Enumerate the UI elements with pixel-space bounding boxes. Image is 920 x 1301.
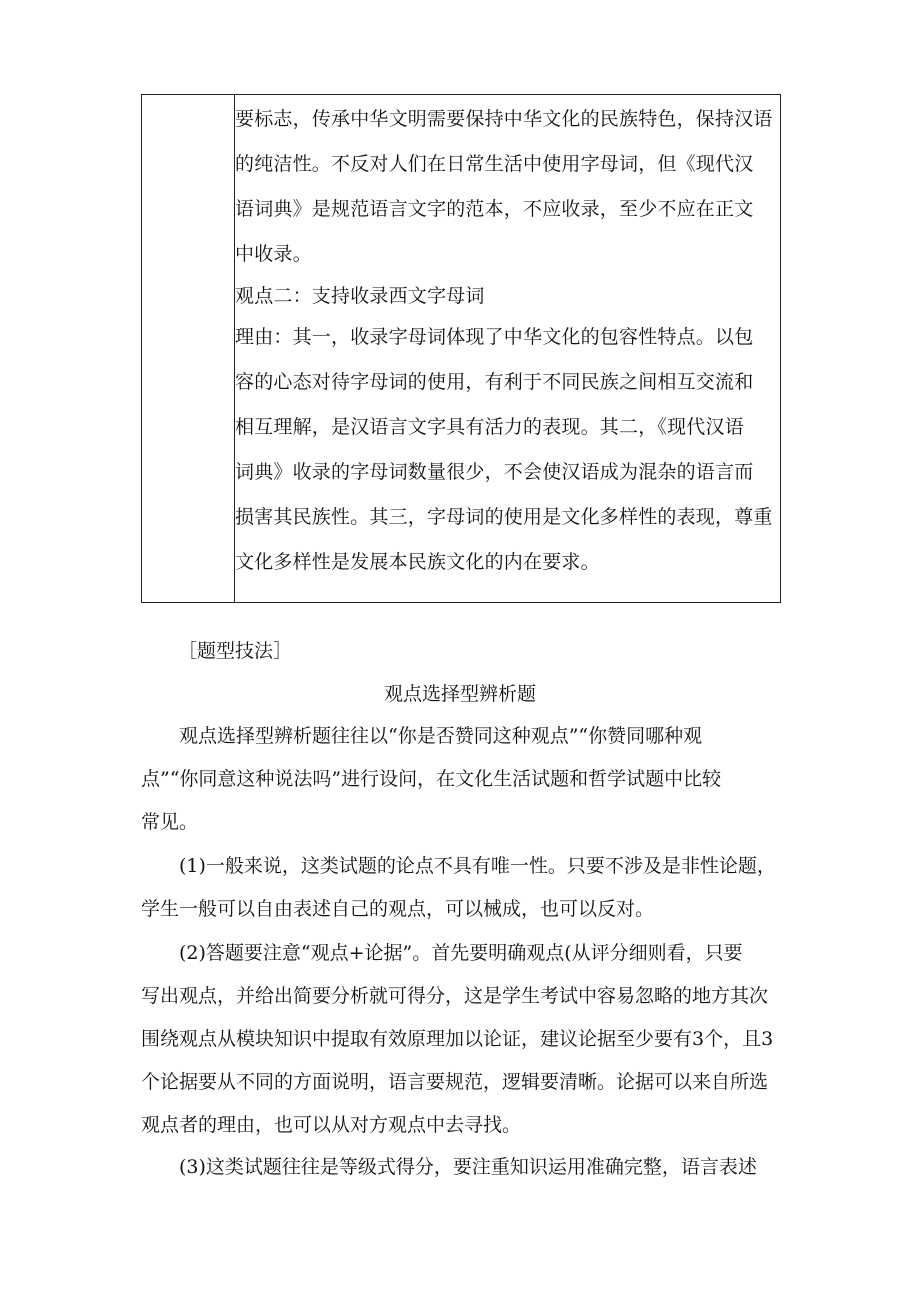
paragraph-line: 常见。 (141, 811, 199, 833)
paragraph-line: 观点选择型辨析题往往以“你是否赞同这种观点”“你赞同哪种观 (179, 725, 703, 747)
paragraph-line: 围绕观点从模块知识中提取有效原理加以论证，建议论据至少要有3个，且3 (141, 1028, 774, 1050)
table-text-line: 中收录。 (235, 243, 312, 265)
content-table (141, 94, 781, 603)
point-three-paragraph (141, 1146, 791, 1189)
point-two-paragraph (141, 932, 791, 1147)
paragraph-line: (3)这类试题往往是等级式得分，要注重知识运用准确完整，语言表述 (179, 1156, 757, 1178)
viewpoint-two-heading: 观点二：支持收录西文字母词 (235, 285, 485, 307)
table-text-line: 理由：其一，收录字母词体现了中华文化的包容性特点。以包 (235, 326, 754, 348)
table-text-line: 损害其民族性。其三，字母词的使用是文化多样性的表现，尊重 (235, 506, 773, 528)
paragraph-line: 个论据要从不同的方面说明，语言要规范，逻辑要清晰。论据可以来自所选 (141, 1071, 769, 1093)
paragraph-line: (2)答题要注意“观点+论据”。首先要明确观点(从评分细则看，只要 (179, 942, 743, 964)
paragraph-line: (1)一般来说，这类试题的论点不具有唯一性。只要不涉及是非性论题， (179, 855, 776, 877)
table-text-line: 相互理解，是汉语言文字具有活力的表现。其二，《现代汉语 (235, 416, 744, 438)
section-title: 观点选择型辨析题 (383, 683, 536, 705)
table-text-line: 语词典》是规范语言文字的范本，不应收录，至少不应在正文 (235, 198, 754, 220)
point-one-paragraph (141, 845, 791, 931)
table-text-line: 容的心态对待字母词的使用，有利于不同民族之间相互交流和 (235, 371, 754, 393)
table-text-line: 的纯洁性。不反对人们在日常生活中使用字母词，但《现代汉 (235, 153, 754, 175)
table-right-cell (235, 97, 774, 585)
intro-paragraph (141, 715, 791, 844)
paragraph-line: 点”“你同意这种说法吗”进行设问，在文化生活试题和哲学试题中比较 (141, 768, 722, 790)
table-text-line: 文化多样性是发展本民族文化的内在要求。 (235, 551, 600, 573)
table-text-line: 词典》收录的字母词数量很少，不会使汉语成为混杂的语言而 (235, 461, 754, 483)
section-label: ［题型技法］ (178, 640, 293, 662)
paragraph-line: 学生一般可以自由表述自己的观点，可以械成，也可以反对。 (141, 898, 655, 920)
table-text-line: 要标志，传承中华文明需要保持中华文化的民族特色，保持汉语 (235, 108, 773, 130)
paragraph-line: 观点者的理由，也可以从对方观点中去寻找。 (141, 1114, 522, 1136)
paragraph-line: 写出观点，并给出简要分析就可得分，这是学生考试中容易忽略的地方其次 (141, 985, 769, 1007)
table-left-cell (142, 95, 234, 602)
